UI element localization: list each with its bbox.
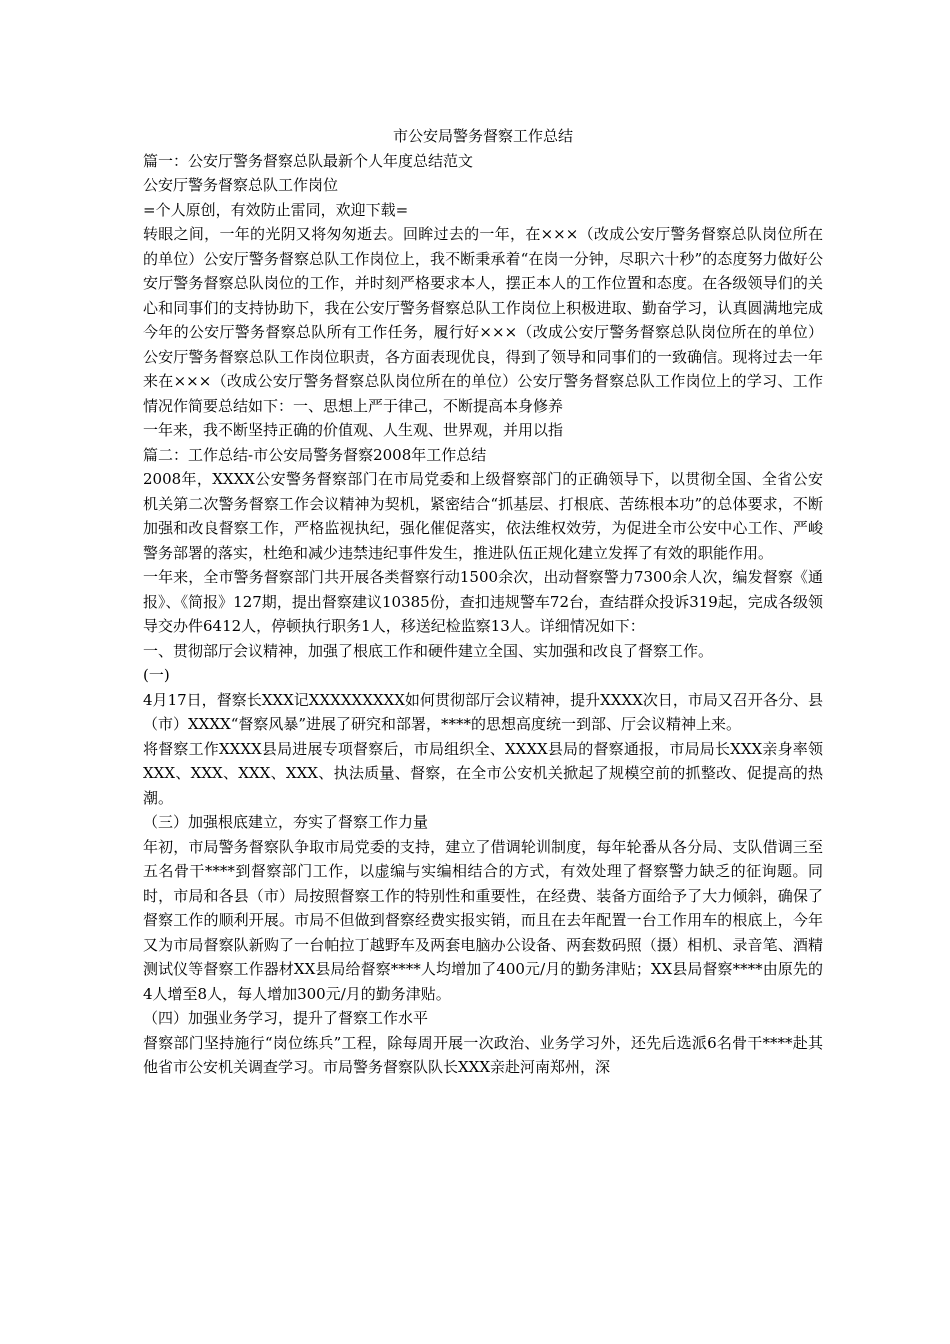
paragraph-5: 一年来，我不断坚持正确的价值观、人生观、世界观，并用以指 bbox=[143, 421, 564, 439]
paragraph-4: 转眼之间，一年的光阴又将匆匆逝去。回眸过去的一年，在×××（改成公安厅警务督察总队岗位所在的单位）公安厅警务督察总队工作岗位上，我不断秉承着“在岗一分钟，尽职六十秒”的态度努力做好公安厅警务督察总队岗位的工作，并时刻严格要求本人，摆正本人的工作位置和态度。在各级领导们的关心和同事们的支持协助下，我在公安厅警务督察总队工作岗位上积极进取、勤奋学习，认真圆满地完成今年的公安厅警务督察总队所有工作任务，履行好×××（改成公安厅警务督察总队岗位所在的单位）公安厅警务督察总队工作岗位职责，各方面表现优良，得到了领导和同事们的一致确信。现将过去一年来在×××（改成公安厅警务督察总队岗位所在的单位）公安厅警务督察总队工作岗位上的学习、工作情况作简要总结如下：一、思想上严于律己，不断提高本身修养 bbox=[143, 225, 823, 415]
paragraph-16: 督察部门坚持施行“岗位练兵”工程，除每周开展一次政治、业务学习外，还先后选派6名骨干****赴其他省市公安机关调查学习。市局警务督察队队长XXX亲赴河南郑州，深 bbox=[143, 1033, 823, 1076]
paragraph-15: （四）加强业务学习，提升了督察工作水平 bbox=[143, 1009, 429, 1027]
paragraph-8: 一年来，全市警务督察部门共开展各类督察行动1500余次，出动督察警力7300余人次，编发督察《通报》、《简报》127期，提出督察建议10385份，查扣违规警车72台，查结群众投诉319起，完成各级领导交办件6412人，停顿执行职务1人，移送纪检监察13人。详细情况如下： bbox=[143, 568, 823, 635]
paragraph-9: 一、贯彻部厅会议精神，加强了根底工作和硬件建立全国、实加强和改良了督察工作。 bbox=[143, 641, 714, 660]
document-title: 市公安局警务督察工作总结 bbox=[392, 127, 573, 145]
paragraph-11: 4月17日，督察长XXX记XXXXXXXXX如何贯彻部厅会议精神，提升XXXX次日，市局又召开各分、县（市）XXXX“督察风暴”进展了研究和部署，****的思想高度统一到部、厅会议精神上来。 bbox=[143, 690, 823, 733]
paragraph-2: 公安厅警务督察总队工作岗位 bbox=[143, 176, 339, 194]
paragraph-12: 将督察工作XXXX县局进展专项督察后，市局组织全、XXXX县局的督察通报，市局局长XXX亲身率领XXX、XXX、XXX、XXX、执法质量、督察，在全市公安机关掀起了规模空前的抓整改、促提高的热潮。 bbox=[143, 739, 823, 807]
paragraph-10: (一) bbox=[143, 666, 170, 684]
document-page bbox=[143, 124, 823, 1080]
paragraph-6: 篇二：工作总结-市公安局警务督察2008年工作总结 bbox=[143, 445, 487, 464]
paragraph-13: （三）加强根底建立，夯实了督察工作力量 bbox=[143, 813, 429, 831]
paragraph-7: 2008年，XXXX公安警务督察部门在市局党委和上级督察部门的正确领导下，以贯彻全国、全省公安机关第二次警务督察工作会议精神为契机，紧密结合“抓基层、打根底、苦练根本功”的总体要求，不断加强和改良督察工作，严格监视执纪，强化催促落实，依法维权效劳，为促进全市公安中心工作、严峻警务部署的落实，杜绝和减少违禁违纪事件发生，推进队伍正规化建立发挥了有效的职能作用。 bbox=[143, 470, 823, 562]
paragraph-1: 篇一：公安厅警务督察总队最新个人年度总结范文 bbox=[143, 151, 474, 170]
paragraph-3: =个人原创，有效防止雷同，欢迎下载= bbox=[143, 200, 409, 219]
paragraph-14: 年初，市局警务督察队争取市局党委的支持，建立了借调轮训制度，每年轮番从各分局、支队借调三至五名骨干****到督察部门工作，以虚编与实编相结合的方式，有效处理了督察警力缺乏的征询题。同时，市局和各县（市）局按照督察工作的特别性和重要性，在经费、装备方面给予了大力倾斜，确保了督察工作的顺利开展。市局不但做到督察经费实报实销，而且在去年配置一台工作用车的根底上，今年又为市局督察队新购了一台帕拉丁越野车及两套电脑办公设备、两套数码照（摄）相机、录音笔、酒精测试仪等督察工作器材XX县局给督察****人均增加了400元/月的勤务津贴；XX县局督察****由原先的4人增至8人，每人增加300元/月的勤务津贴。 bbox=[143, 837, 823, 1003]
